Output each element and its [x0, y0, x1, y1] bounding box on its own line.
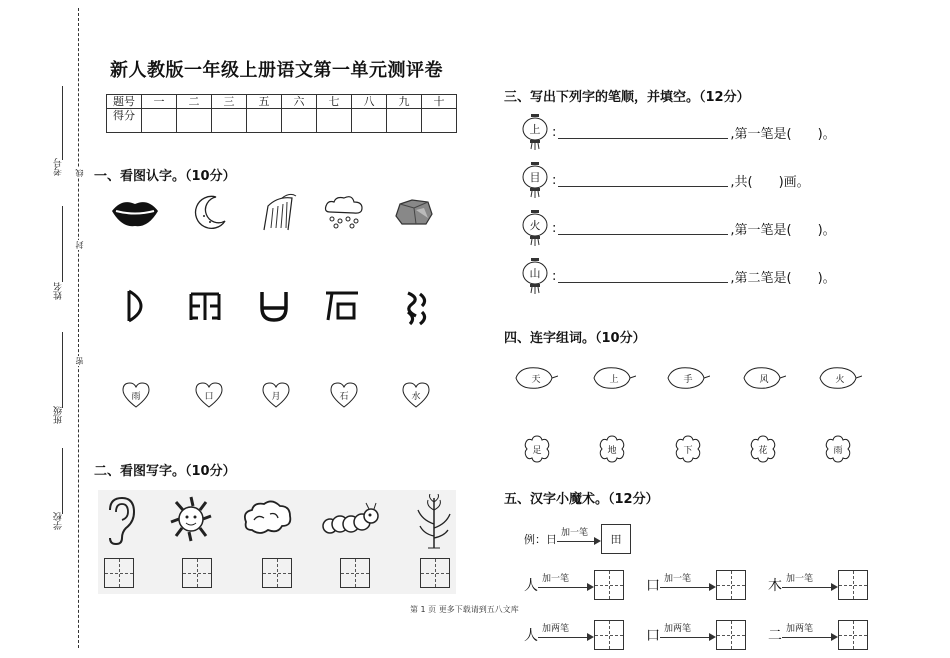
lantern-icon	[522, 210, 548, 246]
leaf-char: 天	[531, 374, 541, 385]
score-header-cell: 五	[247, 95, 282, 109]
heart-char: 石	[339, 391, 349, 402]
section3-points: （12分）	[699, 90, 750, 105]
flower-char: 下	[683, 445, 693, 456]
flower-card[interactable]	[522, 434, 552, 464]
ancient-mountain-glyph	[188, 290, 222, 324]
stroke-order-blank[interactable]	[558, 125, 728, 139]
colon: :	[552, 220, 557, 236]
arrow-label: 加两笔	[786, 624, 814, 634]
page-footer: 第 1 页 更多下载请到五八文库	[410, 605, 519, 614]
score-header-cell: 六	[282, 95, 317, 109]
stroke-question: ,第一笔是(	[730, 222, 792, 238]
score-table	[106, 94, 457, 133]
arrow-icon	[660, 575, 716, 595]
sun-face-icon	[166, 494, 216, 544]
binding-fill-line	[62, 86, 63, 160]
heart-card[interactable]	[121, 381, 151, 409]
example-prefix: 例：日	[524, 533, 557, 546]
magic-answer-box[interactable]	[838, 620, 868, 650]
heart-card[interactable]	[194, 381, 224, 409]
flower-card[interactable]	[673, 434, 703, 464]
heart-char: 口	[204, 391, 214, 402]
flower-char: 花	[758, 445, 768, 456]
stroke-order-row	[522, 210, 836, 246]
ear-icon	[100, 496, 140, 546]
magic-answer-box[interactable]	[716, 620, 746, 650]
magic-char: 人	[524, 628, 538, 644]
section2-heading	[94, 460, 236, 479]
score-input-cell[interactable]	[212, 109, 247, 133]
stroke-question: ,共(	[730, 174, 753, 190]
magic-char: 二	[768, 628, 782, 644]
magic-char: 人	[524, 578, 538, 594]
lantern-char: 火	[529, 219, 541, 232]
score-input-cell[interactable]	[142, 109, 177, 133]
writing-grid-box[interactable]	[340, 558, 370, 588]
writing-grid-box[interactable]	[262, 558, 292, 588]
stroke-question-close: )。	[817, 270, 836, 286]
lantern-icon	[522, 162, 548, 198]
score-header-cell: 十	[422, 95, 457, 109]
lantern-char: 上	[529, 123, 541, 136]
writing-grid-box[interactable]	[104, 558, 134, 588]
waterfall-icon	[258, 192, 298, 232]
section4-heading	[504, 327, 646, 346]
binding-mark-line: 线	[75, 169, 84, 177]
heart-char: 月	[271, 391, 281, 402]
heart-card[interactable]	[329, 381, 359, 409]
ancient-water-glyph	[400, 290, 430, 326]
score-header-cell: 三	[212, 95, 247, 109]
colon: :	[552, 124, 557, 140]
arrow-label: 加一笔	[786, 574, 814, 584]
binding-label-class: 班级	[54, 406, 64, 424]
leaf-char: 火	[835, 374, 845, 385]
cloud-icon	[240, 498, 294, 542]
magic-item	[768, 570, 868, 600]
binding-mark-secret: 密	[75, 357, 84, 365]
arrow-icon	[660, 625, 716, 645]
magic-item	[646, 620, 746, 650]
flower-card[interactable]	[597, 434, 627, 464]
magic-item	[768, 620, 868, 650]
binding-label-name: 姓名	[54, 282, 64, 300]
arrow-label: 加两笔	[664, 624, 692, 634]
score-header-cell: 九	[387, 95, 422, 109]
score-input-cell[interactable]	[352, 109, 387, 133]
leaf-card[interactable]	[818, 366, 862, 390]
binding-label-school: 学校	[54, 512, 64, 530]
section1-title: 一、看图认字。	[94, 169, 186, 184]
stroke-order-row	[522, 258, 836, 294]
section4-points: （10分）	[595, 331, 646, 346]
lips-icon	[110, 196, 160, 230]
magic-item	[524, 570, 624, 600]
score-input-cell[interactable]	[387, 109, 422, 133]
score-header-cell: 一	[142, 95, 177, 109]
score-header-cell: 八	[352, 95, 387, 109]
stroke-order-row	[522, 162, 810, 198]
stroke-question-close: )。	[817, 222, 836, 238]
section4-title: 四、连字组词。	[504, 331, 596, 346]
stroke-order-blank[interactable]	[558, 269, 728, 283]
ancient-mouth-glyph	[124, 288, 144, 324]
leaf-card[interactable]	[592, 366, 636, 390]
binding-label-exam-no: 考号	[54, 158, 64, 176]
stroke-question-close: )画。	[778, 174, 810, 190]
colon: :	[552, 268, 557, 284]
magic-answer-box[interactable]	[838, 570, 868, 600]
moon-icon	[190, 194, 228, 230]
section5-title: 五、汉字小魔术。	[504, 492, 609, 507]
lantern-char: 目	[529, 171, 541, 184]
score-header-cell: 题号	[107, 95, 142, 109]
stroke-question: ,第一笔是(	[730, 126, 792, 142]
leaf-char: 手	[683, 374, 693, 385]
magic-item	[646, 570, 746, 600]
leaf-char: 风	[759, 374, 769, 385]
section3-title: 三、写出下列字的笔顺，并填空。	[504, 90, 700, 105]
heart-card[interactable]	[401, 381, 431, 409]
leaf-card[interactable]	[514, 366, 558, 390]
rock-icon	[394, 196, 434, 228]
binding-mark-seal: 封	[75, 241, 84, 249]
arrow-icon	[538, 625, 594, 645]
heart-char: 水	[411, 391, 421, 402]
stroke-question: ,第二笔是(	[730, 270, 792, 286]
score-header-cell: 七	[317, 95, 352, 109]
stroke-order-blank[interactable]	[558, 173, 728, 187]
ancient-stone-glyph	[322, 288, 362, 324]
arrow-label: 加两笔	[542, 624, 570, 634]
magic-answer-box[interactable]	[594, 620, 624, 650]
writing-grid-box[interactable]	[420, 558, 450, 588]
leaf-card[interactable]	[666, 366, 710, 390]
caterpillar-icon	[320, 500, 380, 540]
score-input-cell[interactable]	[247, 109, 282, 133]
score-input-cell[interactable]	[422, 109, 457, 133]
example-answer-box	[601, 524, 631, 554]
magic-answer-box[interactable]	[594, 570, 624, 600]
score-row-label: 得分	[107, 109, 142, 133]
stroke-order-blank[interactable]	[558, 221, 728, 235]
binding-fill-line	[62, 206, 63, 282]
ancient-sun-glyph	[256, 288, 292, 324]
section1-heading	[94, 165, 236, 184]
arrow-label: 加一笔	[561, 528, 589, 538]
flower-card[interactable]	[823, 434, 853, 464]
section3-heading	[504, 86, 750, 105]
section5-heading	[504, 488, 659, 507]
example-answer: 田	[610, 533, 622, 546]
flower-char: 雨	[833, 445, 843, 456]
colon: :	[552, 172, 557, 188]
binding-fill-line	[62, 448, 63, 514]
writing-grid-box[interactable]	[182, 558, 212, 588]
flower-card[interactable]	[748, 434, 778, 464]
score-input-cell[interactable]	[177, 109, 212, 133]
rain-cloud-icon	[322, 194, 366, 230]
grain-plant-icon	[416, 494, 452, 550]
binding-fill-line	[62, 332, 63, 408]
section2-title: 二、看图写字。	[94, 464, 186, 479]
magic-item	[524, 620, 624, 650]
flower-char: 足	[532, 445, 542, 456]
magic-answer-box[interactable]	[716, 570, 746, 600]
magic-char: 木	[768, 578, 782, 594]
stroke-question-close: )。	[817, 126, 836, 142]
arrow-label: 加一笔	[542, 574, 570, 584]
arrow-icon	[557, 529, 601, 549]
magic-char: 口	[646, 628, 660, 644]
binding-dashed-line	[78, 8, 79, 648]
lantern-icon	[522, 258, 548, 294]
magic-example	[524, 524, 631, 554]
arrow-label: 加一笔	[664, 574, 692, 584]
lantern-char: 山	[529, 267, 541, 280]
flower-char: 地	[607, 445, 617, 456]
heart-char: 雨	[131, 391, 141, 402]
section2-points: （10分）	[185, 464, 236, 479]
magic-char: 口	[646, 578, 660, 594]
page-title: 新人教版一年级上册语文第一单元测评卷	[110, 60, 443, 81]
leaf-card[interactable]	[742, 366, 786, 390]
arrow-icon	[782, 575, 838, 595]
arrow-icon	[538, 575, 594, 595]
heart-card[interactable]	[261, 381, 291, 409]
score-input-cell[interactable]	[282, 109, 317, 133]
lantern-icon	[522, 114, 548, 150]
section1-points: （10分）	[185, 169, 236, 184]
score-input-cell[interactable]	[317, 109, 352, 133]
score-header-cell: 二	[177, 95, 212, 109]
leaf-char: 上	[609, 374, 619, 385]
arrow-icon	[782, 625, 838, 645]
section5-points: （12分）	[608, 492, 659, 507]
stroke-order-row	[522, 114, 836, 150]
